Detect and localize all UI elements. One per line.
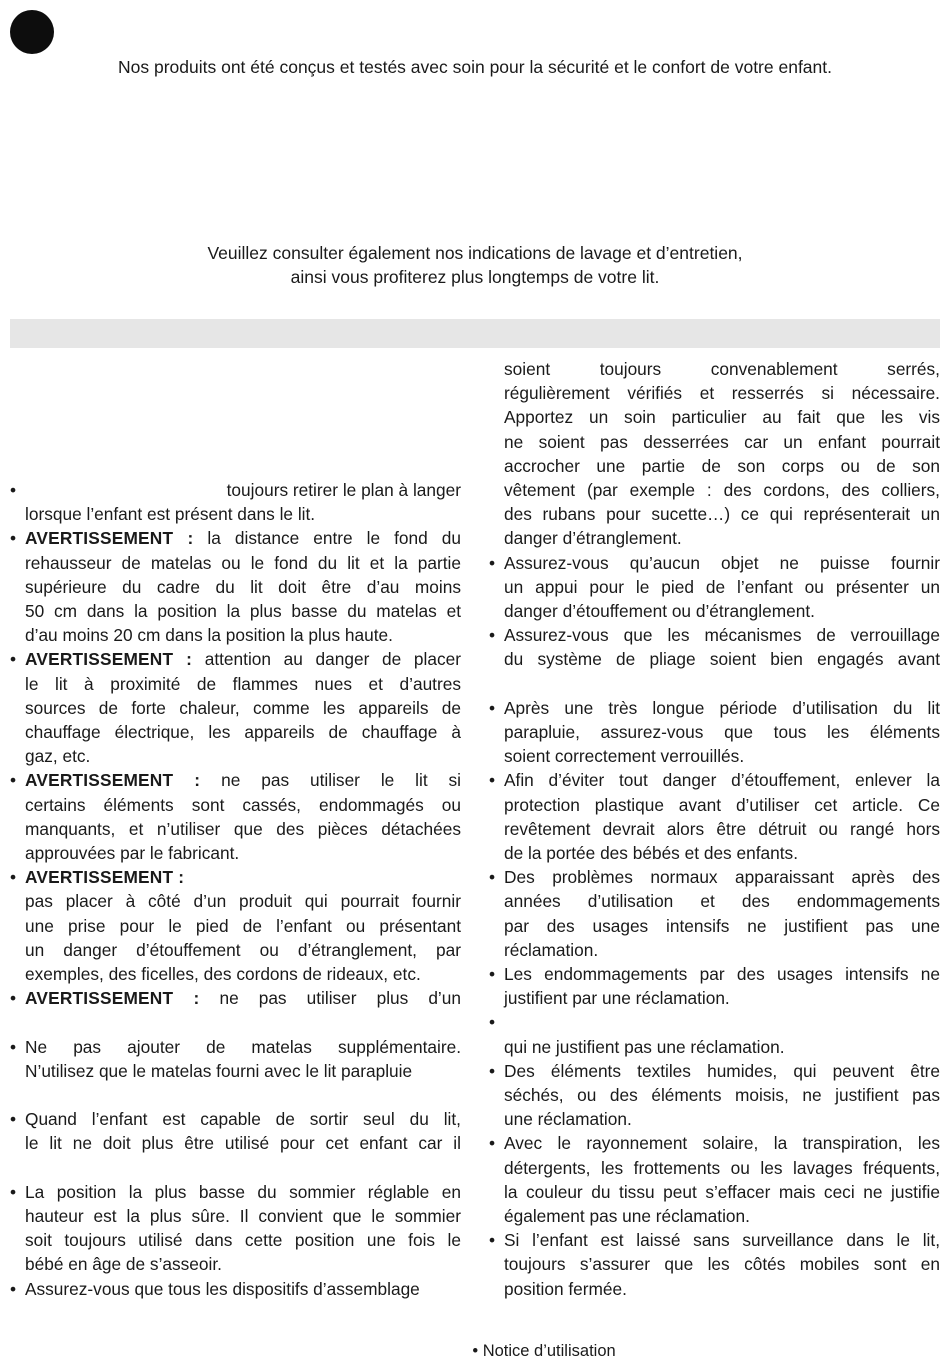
text-line — [489, 768, 940, 792]
text-line — [489, 430, 940, 454]
line-text: séchés, ou des éléments moisis, ne justifient pas — [504, 1085, 940, 1105]
intro-text: Nos produits ont été conçus et testés avec soin pour la sécurité et le confort de votre enfant. — [117, 57, 832, 77]
line-text: pas placer à côté d’un produit qui pourrait fournir — [25, 891, 461, 912]
footer — [0, 1340, 950, 1362]
line-text: chauffage électrique, les appareils de chauffage à — [25, 722, 461, 742]
text-line — [10, 575, 461, 599]
bullet: • — [489, 1060, 496, 1081]
section-header-band — [10, 319, 940, 348]
text-line — [489, 1010, 940, 1034]
text-line — [10, 599, 461, 623]
text-line — [10, 1252, 461, 1276]
text-line — [489, 551, 940, 575]
text-line — [10, 889, 461, 913]
line-text: justifient par une réclamation. — [504, 988, 730, 1009]
line-text: un appui pour le pied de l’enfant ou présenter un — [504, 576, 940, 597]
text-line — [10, 1228, 461, 1252]
text-line — [489, 502, 940, 526]
line-text: Les endommagements par des usages intensifs ne — [504, 964, 940, 984]
line-text: également pas une réclamation. — [504, 1206, 750, 1226]
bullet: • — [489, 625, 496, 646]
line-text: Quand l’enfant est capable de sortir seul du lit, — [25, 1109, 461, 1130]
text-line — [10, 1059, 461, 1083]
line-text: manquants, et n’utiliser que des pièces détachées — [25, 818, 461, 839]
line-text: soient correctement verrouillés. — [504, 746, 745, 767]
bullet: • — [489, 770, 496, 791]
line-text: gaz, etc. — [25, 746, 91, 767]
text-line — [489, 672, 940, 696]
text-line — [10, 914, 461, 938]
text-line — [489, 1107, 940, 1131]
bullet: • — [489, 867, 496, 888]
text-line — [489, 647, 940, 671]
text-line — [10, 1131, 461, 1155]
text-line — [489, 405, 940, 429]
line-text: années d’utilisation et des endommagements — [504, 891, 940, 912]
line-text: N’utilisez que le matelas fourni avec le lit parapluie — [25, 1060, 413, 1081]
text-line — [489, 720, 940, 744]
line-text: ne soient pas desserrées car un enfant pourrait — [504, 431, 940, 452]
text-line — [489, 623, 940, 647]
line-text: Des problèmes normaux apparaissant après des — [504, 867, 940, 888]
text-line — [10, 526, 461, 550]
text-line — [489, 744, 940, 768]
text-line — [489, 454, 940, 478]
line-text: soit toujours utilisé dans cette position une fois le — [25, 1230, 461, 1251]
line-text: approuvées par le fabricant. — [25, 843, 240, 863]
text-line — [489, 1252, 940, 1276]
text-line — [10, 768, 461, 792]
line-text: détergents, les frottements ou les lavages fréquents, — [504, 1157, 940, 1178]
line-text: AVERTISSEMENT : ne pas utiliser plus d’un — [25, 988, 461, 1009]
line-text: AVERTISSEMENT : la distance entre le fond du — [25, 528, 461, 549]
text-line — [489, 1035, 940, 1059]
line-text: certains éléments sont cassés, endommagés ou — [25, 794, 461, 815]
bullet: • — [10, 867, 17, 888]
text-line — [10, 1083, 461, 1107]
text-line — [10, 1180, 461, 1204]
text-line — [10, 647, 461, 671]
text-line — [10, 1156, 461, 1180]
text-line — [489, 1156, 940, 1180]
text-line — [489, 1059, 940, 1083]
text-line — [489, 793, 940, 817]
line-text: accrocher une partie de son corps ou de son — [504, 455, 940, 476]
footer-text: Notice d’utilisation — [482, 1342, 616, 1360]
line-text: hauteur est la plus sûre. Il convient que le sommier — [25, 1206, 461, 1226]
consult-text — [0, 241, 950, 289]
line-text: d’au moins 20 cm dans la position la plus haute. — [25, 625, 393, 646]
line-text: le lit ne doit plus être utilisé pour cet enfant car il — [25, 1133, 461, 1154]
text-line — [10, 478, 461, 502]
line-text: Avec le rayonnement solaire, la transpiration, les — [504, 1133, 940, 1154]
line-text: exemples, des ficelles, des cordons de rideaux, etc. — [25, 964, 421, 984]
line-text: la couleur du tissu peut s’effacer mais ceci ne justifie — [504, 1181, 940, 1202]
line-text — [25, 865, 461, 889]
text-line — [10, 865, 461, 889]
line-text: Apportez un soin particulier au fait que les vis — [504, 407, 940, 428]
text-line — [10, 551, 461, 575]
page-corner-dot — [10, 10, 54, 54]
line-text: régulièrement vérifiés et resserrés si nécessaire. — [504, 383, 940, 404]
text-line — [489, 938, 940, 962]
bullet: • — [10, 528, 17, 549]
bullet: • — [10, 1181, 17, 1202]
consult-line-2: ainsi vous profiterez plus longtemps de votre lit. — [290, 267, 660, 287]
line-text: qui ne justifient pas une réclamation. — [504, 1036, 785, 1057]
line-text: danger d’étranglement. — [504, 528, 682, 549]
line-text: danger d’étouffement ou d’étranglement. — [504, 601, 815, 621]
line-text: AVERTISSEMENT : attention au danger de placer — [25, 649, 461, 670]
line-text: Assurez-vous que tous les dispositifs d’assemblage — [25, 1278, 420, 1299]
line-text: toujours retirer le plan à langer — [226, 480, 461, 500]
text-line — [489, 478, 940, 502]
text-line — [489, 889, 940, 913]
text-line — [489, 986, 940, 1010]
text-line — [489, 865, 940, 889]
bullet: • — [10, 1036, 17, 1057]
text-line — [489, 817, 940, 841]
text-line — [489, 1180, 940, 1204]
text-line — [10, 962, 461, 986]
line-text: par des usages intensifs ne justifient pas une — [504, 915, 940, 936]
bullet: • — [10, 480, 17, 500]
text-line — [10, 938, 461, 962]
line-text: le lit à proximité de flammes nues et d’autres — [25, 673, 461, 694]
line-text: La position la plus basse du sommier réglable en — [25, 1181, 461, 1202]
text-line — [489, 1204, 940, 1228]
bullet: • — [489, 1012, 496, 1033]
bullet: • — [489, 1230, 496, 1251]
line-text: lorsque l’enfant est présent dans le lit. — [25, 504, 316, 525]
text-line — [489, 575, 940, 599]
warning-label: AVERTISSEMENT : — [25, 770, 201, 791]
text-line — [10, 1277, 461, 1301]
text-line — [10, 696, 461, 720]
line-text: Des éléments textiles humides, qui peuvent être — [504, 1060, 940, 1081]
text-line — [10, 744, 461, 768]
bullet: • — [489, 697, 496, 718]
line-text: supérieure du cadre du lit doit être d’au moins — [25, 576, 461, 597]
text-line — [489, 1083, 940, 1107]
text-line — [489, 914, 940, 938]
bullet: • — [489, 552, 496, 573]
text-line — [10, 817, 461, 841]
line-text: rehausseur de matelas ou le fond du lit et la partie — [25, 552, 461, 573]
warning-label: AVERTISSEMENT : — [25, 528, 194, 549]
text-line — [10, 1107, 461, 1131]
bullet: • — [489, 1133, 496, 1154]
text-line — [10, 986, 461, 1010]
text-line — [489, 841, 940, 865]
line-text: un danger d’étouffement ou d’étranglement, par — [25, 939, 461, 960]
line-text: toujours s’assurer que les côtés mobiles sont en — [504, 1254, 940, 1275]
line-text: sources de forte chaleur, comme les appareils de — [25, 697, 461, 718]
text-line — [10, 623, 461, 647]
line-text: 50 cm dans la position la plus basse du matelas et — [25, 601, 461, 621]
line-text: bébé en âge de s’asseoir. — [25, 1254, 222, 1275]
line-text: soient toujours convenablement serrés, — [504, 359, 940, 379]
text-line — [489, 381, 940, 405]
bullet: • — [10, 1278, 17, 1299]
line-text: une réclamation. — [504, 1109, 632, 1130]
line-text: AVERTISSEMENT : ne pas utiliser le lit si — [25, 770, 461, 791]
text-line — [10, 841, 461, 865]
text-line — [10, 502, 461, 526]
text-line — [489, 1131, 940, 1155]
line-text: Assurez-vous qu’aucun objet ne puisse fournir — [504, 552, 940, 573]
bullet: • — [10, 988, 17, 1009]
warning-label: AVERTISSEMENT : — [25, 867, 185, 888]
line-text: des rubans pour sucette…) ce qui représenterait un — [504, 504, 940, 525]
line-text: Après une très longue période d’utilisation du lit — [504, 697, 940, 718]
line-text: une prise pour le pied de l’enfant ou présentant — [25, 915, 461, 936]
text-line — [489, 357, 940, 381]
text-line — [10, 793, 461, 817]
text-line — [489, 962, 940, 986]
warning-label: AVERTISSEMENT : — [25, 988, 200, 1009]
text-line — [10, 1010, 461, 1034]
bullet: • — [10, 1109, 17, 1130]
line-text: vêtement (par exemple : des cordons, des colliers, — [504, 480, 940, 500]
bullet: • — [10, 770, 17, 791]
line-text: revêtement devrait alors être détruit ou rangé hors — [504, 818, 940, 839]
footer-bullet: • — [472, 1342, 479, 1360]
line-text: Assurez-vous que les mécanismes de verrouillage — [504, 625, 940, 646]
line-text: protection plastique avant d’utiliser cet article. Ce — [504, 794, 940, 815]
line-text: de la portée des bébés et des enfants. — [504, 843, 798, 863]
text-line — [489, 599, 940, 623]
text-line — [489, 1277, 940, 1301]
line-text: parapluie, assurez-vous que tous les éléments — [504, 722, 940, 742]
text-line — [489, 696, 940, 720]
line-text: Si l’enfant est laissé sans surveillance dans le lit, — [504, 1230, 940, 1251]
text-line — [489, 526, 940, 550]
bullet: • — [489, 964, 496, 984]
line-text: Ne pas ajouter de matelas supplémentaire. — [25, 1036, 461, 1057]
warning-label: AVERTISSEMENT : — [25, 649, 193, 670]
text-line — [10, 1204, 461, 1228]
line-text: Afin d’éviter tout danger d’étouffement, enlever la — [504, 770, 940, 791]
consult-line-1: Veuillez consulter également nos indications de lavage et d’entretien, — [207, 243, 743, 263]
line-text: du système de pliage soient bien engagés avant — [504, 649, 940, 670]
line-text: position fermée. — [504, 1278, 627, 1299]
text-line — [10, 720, 461, 744]
text-line — [489, 1228, 940, 1252]
text-line — [10, 1035, 461, 1059]
bullet: • — [10, 649, 17, 670]
line-text: réclamation. — [504, 939, 599, 960]
text-line — [10, 672, 461, 696]
